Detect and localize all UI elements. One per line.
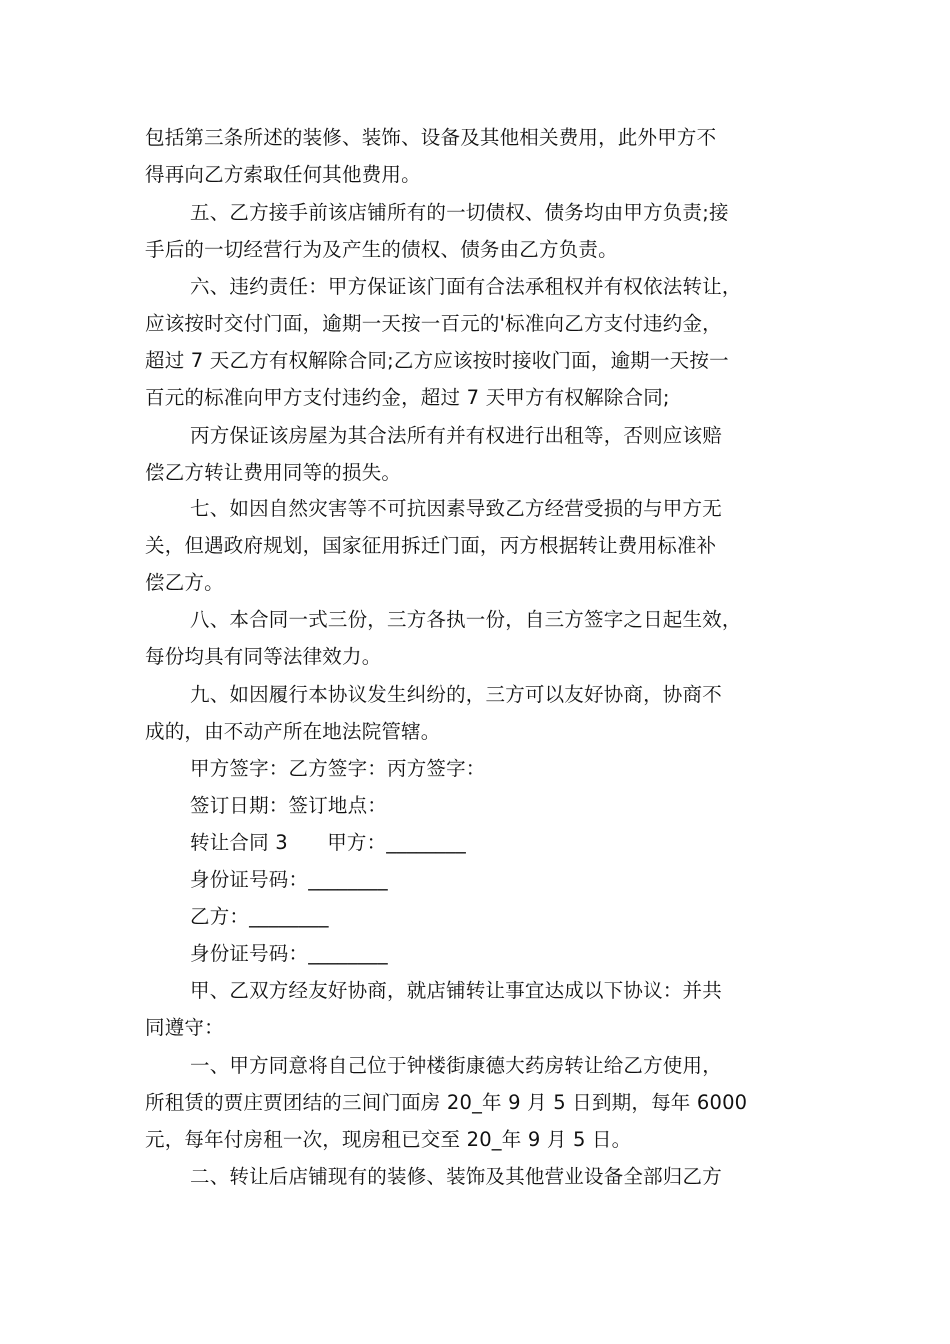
text-line: 九、如因履行本协议发生纠纷的，三方可以友好协商，协商不 [190,683,722,706]
text-line: 包括第三条所述的装修、装饰、设备及其他相关费用，此外甲方不 [145,126,717,149]
text-line: 百元的标准向甲方支付违约金，超过 7 天甲方有权解除合同; [145,386,670,409]
text-line: 五、乙方接手前该店铺所有的一切债权、债务均由甲方负责;接 [190,201,729,224]
text-line: 甲、乙双方经友好协商，就店铺转让事宜达成以下协议：并共 [190,979,722,1002]
text-line: 七、如因自然灾害等不可抗因素导致乙方经营受损的与甲方无 [190,497,722,520]
party-b-line: 乙方：________ [190,905,329,928]
text-line: 六、违约责任：甲方保证该门面有合法承租权并有权依法转让， [190,275,742,298]
text-line: 元，每年付房租一次，现房租已交至 20_年 9 月 5 日。 [145,1128,632,1151]
text-line: 所租赁的贾庄贾团结的三间门面房 20_年 9 月 5 日到期，每年 6000 [145,1091,748,1114]
text-line: 八、本合同一式三份，三方各执一份，自三方签字之日起生效， [190,608,742,631]
text-line: 得再向乙方索取任何其他费用。 [145,163,421,186]
text-line: 偿乙方转让费用同等的损失。 [145,461,402,484]
text-line: 二、转让后店铺现有的装修、装饰及其他营业设备全部归乙方 [190,1165,722,1188]
text-line: 偿乙方。 [145,571,224,594]
text-line: 超过 7 天乙方有权解除合同;乙方应该按时接收门面，逾期一天按一 [145,349,729,372]
text-line: 每份均具有同等法律效力。 [145,645,382,668]
text-line: 手后的一切经营行为及产生的债权、债务由乙方负责。 [145,238,618,261]
text-line: 同遵守： [145,1016,224,1039]
id-number-line: 身份证号码：________ [190,942,388,965]
text-line: 应该按时交付门面，逾期一天按一百元的'标准向乙方支付违约金， [145,312,722,335]
text-line: 丙方保证该房屋为其合法所有并有权进行出租等，否则应该赔 [190,424,722,447]
signature-line: 甲方签字：乙方签字：丙方签字： [190,757,486,780]
text-line: 关，但遇政府规划，国家征用拆迁门面，丙方根据转让费用标准补 [145,534,717,557]
text-line: 成的，由不动产所在地法院管辖。 [145,720,441,743]
id-number-line: 身份证号码：________ [190,868,388,891]
text-line: 一、甲方同意将自己位于钟楼街康德大药房转让给乙方使用， [190,1054,722,1077]
contract-3-heading: 转让合同 3 甲方：________ [190,831,466,854]
date-place-line: 签订日期：签订地点： [190,794,388,817]
